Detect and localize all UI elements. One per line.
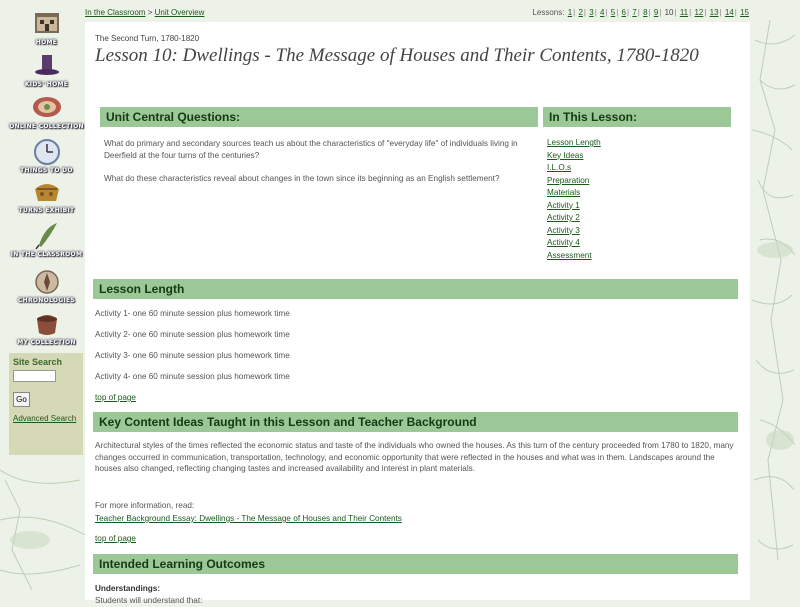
nav-in-the-classroom[interactable] — [9, 221, 84, 259]
link-key-ideas[interactable]: Key Ideas — [547, 150, 584, 160]
breadcrumb-unit-overview[interactable]: Unit Overview — [154, 8, 205, 17]
nav-home[interactable] — [9, 9, 84, 47]
lesson-link[interactable]: 8 — [643, 8, 648, 17]
link-materials[interactable]: Materials — [547, 188, 581, 197]
pot-icon — [31, 309, 63, 339]
hat-icon — [31, 51, 63, 81]
breadcrumb-in-the-classroom[interactable]: In the Classroom — [85, 8, 146, 17]
central-questions-heading: Unit Central Questions: — [100, 107, 538, 127]
nav-label: ONLINE COLLECTION — [9, 123, 84, 130]
lesson-link[interactable]: 7 — [632, 8, 637, 17]
link-ilos[interactable]: I.L.O.s — [547, 163, 572, 172]
teacher-essay-link[interactable]: Teacher Background Essay: Dwellings - The Message of Houses and Their Contents — [95, 514, 402, 523]
link-activity-4[interactable]: Activity 4 — [547, 238, 580, 247]
nav-my-collection[interactable] — [9, 309, 84, 347]
nav-things-to-do[interactable] — [9, 137, 84, 175]
key-ideas-heading: Key Content Ideas Taught in this Lesson and Teacher Background — [93, 412, 738, 432]
ilo-heading: Intended Learning Outcomes — [93, 554, 738, 574]
understandings-label: Understandings: — [95, 584, 161, 593]
site-search-panel — [9, 353, 83, 455]
nav-label: TURNS EXHIBIT — [18, 207, 75, 214]
link-activity-1[interactable]: Activity 1 — [547, 200, 580, 210]
link-lesson-length[interactable]: Lesson Length — [547, 138, 601, 147]
quill-icon — [31, 221, 63, 251]
lesson-pagination: Lessons: 1| 2| 3| 4| 5| 6| 7| 8| 9| 10| 11| 12| 13| 14| 15 — [532, 8, 749, 17]
nav-label: MY COLLECTION — [17, 339, 76, 346]
lesson-link[interactable]: 1 — [567, 8, 573, 17]
link-preparation[interactable]: Preparation — [547, 175, 590, 185]
lesson-link[interactable]: 15 — [740, 8, 749, 17]
central-question-1: What do primary and secondary sources teach us about the characteristics of "everyday life" of individuals living in Deerfield at the four turns of the centuries? — [104, 139, 518, 160]
breadcrumb — [85, 8, 204, 17]
nav-label: HOME — [35, 39, 58, 46]
nav-label: KIDS' HOME — [24, 81, 69, 88]
site-search-title: Site Search — [13, 357, 63, 367]
house-icon — [31, 9, 63, 39]
key-ideas-body: Architectural styles of the times reflected the economic status and taste of the individuals who owned the houses. As this turn of the century proceeded from 1780 to 1820, many changes occurred in communication, transportation, technology, and economic opportunity that were reflected in the houses and what was in them. Landscapes around the houses also changed, reflecting changing tastes and increased availability and interest in plant materials. — [95, 441, 734, 473]
lesson-length-heading: Lesson Length — [93, 279, 738, 299]
in-this-lesson-links — [547, 137, 601, 262]
link-activity-2[interactable]: Activity 2 — [547, 213, 580, 222]
page-title: Lesson 10: Dwellings - The Message of Houses and Their Contents, 1780-1820 — [95, 45, 699, 66]
lesson-link[interactable]: 6 — [621, 8, 626, 17]
lesson-link[interactable]: 9 — [653, 8, 659, 17]
site-search-input[interactable] — [13, 370, 56, 382]
nav-label: CHRONOLOGIES — [17, 297, 76, 304]
nav-label: IN THE CLASSROOM — [10, 251, 83, 258]
in-this-lesson-heading: In This Lesson: — [543, 107, 731, 127]
lesson-link[interactable]: 14 — [724, 8, 734, 17]
activity-length: Activity 3- one 60 minute session plus homework time — [95, 351, 290, 360]
advanced-search-link[interactable]: Advanced Search — [13, 414, 77, 423]
lesson-link[interactable]: 4 — [600, 8, 605, 17]
nav-label: THINGS TO DO — [20, 167, 73, 174]
lesson-link[interactable]: 12 — [694, 8, 704, 17]
understandings-intro: Students will understand that: — [95, 596, 203, 605]
top-bar — [85, 8, 750, 21]
lesson-link[interactable]: 5 — [610, 8, 616, 17]
page-kicker: The Second Turn, 1780-1820 — [95, 34, 200, 43]
top-of-page-link[interactable]: top of page — [95, 534, 136, 543]
nav-turns-exhibit[interactable] — [9, 177, 84, 215]
nav-chronologies[interactable] — [9, 267, 84, 305]
activity-length: Activity 2- one 60 minute session plus homework time — [95, 330, 290, 339]
textile-icon — [31, 93, 63, 123]
top-of-page-link[interactable]: top of page — [95, 393, 136, 402]
lesson-link[interactable]: 2 — [578, 8, 583, 17]
search-go-button[interactable]: Go — [13, 392, 30, 407]
lesson-link[interactable]: 3 — [589, 8, 594, 17]
nav-kids-home[interactable] — [9, 51, 84, 89]
lesson-link[interactable]: 11 — [679, 8, 689, 17]
lessons-label: Lessons: — [532, 8, 565, 17]
link-activity-3[interactable]: Activity 3 — [547, 225, 580, 235]
activity-length: Activity 1- one 60 minute session plus homework time — [95, 309, 290, 318]
activity-length: Activity 4- one 60 minute session plus homework time — [95, 372, 290, 381]
compass-icon — [31, 267, 63, 297]
more-info-text: For more information, read: — [95, 501, 195, 510]
current-lesson: 10 — [664, 8, 674, 17]
nav-online-collection[interactable] — [9, 93, 84, 131]
breadcrumb-separator: > — [147, 8, 153, 17]
link-assessment[interactable]: Assessment — [547, 250, 592, 260]
basket-icon — [31, 177, 63, 207]
central-question-2: What do these characteristics reveal about changes in the town since its beginning as an English settlement? — [104, 174, 500, 183]
clock-icon — [31, 137, 63, 167]
lesson-link[interactable]: 13 — [709, 8, 719, 17]
